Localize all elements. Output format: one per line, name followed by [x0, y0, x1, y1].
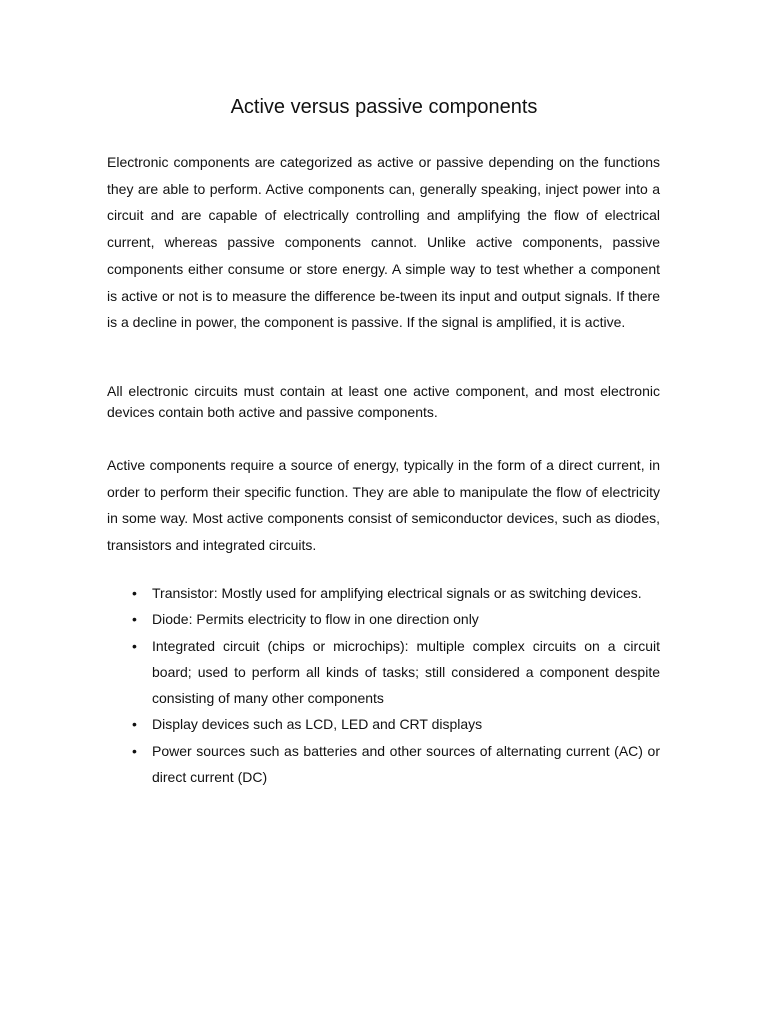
list-item-display-devices [132, 711, 660, 737]
bullet-icon: • [132, 611, 137, 628]
paragraph-circuits-requirement: All electronic circuits must contain at least one active component, and most electronic devices contain both active and passive components. [107, 383, 660, 420]
list-item-text: Integrated circuit (chips or microchips): multiple complex circuits on a circuit board; used to perform all kinds of tasks; still considered a component despite consisting of many other components [152, 637, 660, 707]
list-item-text: Power sources such as batteries and other sources of alternating current (AC) or direct current (DC) [152, 742, 660, 786]
list-item-diode [132, 606, 660, 632]
bullet-icon: • [132, 585, 137, 601]
bullet-icon: • [132, 637, 137, 654]
bullet-icon: • [132, 742, 137, 759]
paragraph-active-components: Active components require a source of energy, typically in the form of a direct current, in order to perform their specific function. They are able to manipulate the flow of electricity in some way. Most active components consist of semiconductor devices, such as diodes, transistors and integrated circuits. [107, 457, 660, 553]
bullet-icon: • [132, 716, 137, 733]
list-item-power-sources [132, 738, 660, 791]
list-item-text: Transistor: Mostly used for amplifying electrical signals or as switching devices. [152, 585, 642, 601]
page-title: Active versus passive components [230, 96, 538, 118]
list-item-integrated-circuit [132, 633, 660, 712]
active-components-list [132, 580, 660, 790]
list-item-transistor [132, 580, 660, 606]
paragraph-active-vs-passive: Electronic components are categorized as active or passive depending on the functions they are able to perform. Active components can, generally speaking, inject power into a circuit and are capable of electrically controlling and amplifying the flow of electrical current, whereas passive components cannot. Unlike active components, passive components either consume or store energy. A simple way to test whether a component is active or not is to measure the difference be-tween its input and output signals. If there is a decline in power, the component is passive. If the signal is amplified, it is active. [107, 154, 660, 331]
list-item-text: Diode: Permits electricity to flow in one direction only [152, 611, 479, 628]
list-item-text: Display devices such as LCD, LED and CRT displays [152, 716, 483, 733]
